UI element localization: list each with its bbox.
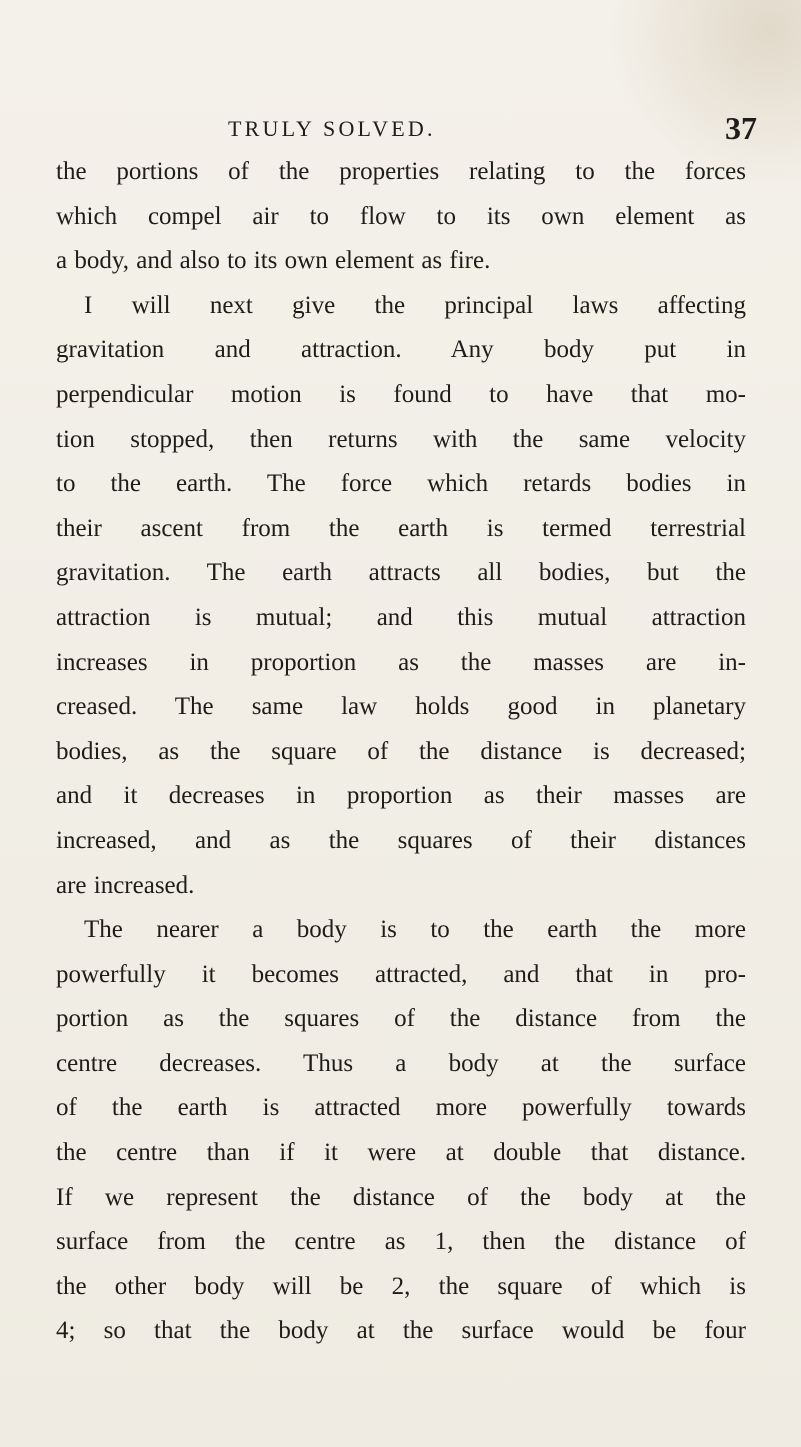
page-number: 37 <box>725 110 757 146</box>
text-line: bodies, as the square of the distance is decreased; <box>56 737 746 765</box>
text-line: portion as the squares of the distance from the <box>56 1005 746 1033</box>
text-line: and it decreases in proportion as their masses are <box>56 782 746 810</box>
body-text <box>56 150 746 1354</box>
text-line: to the earth. The force which retards bodies in <box>56 470 746 498</box>
text-line: gravitation and attraction. Any body put in <box>56 336 746 364</box>
text-line: creased. The same law holds good in planetary <box>56 693 746 721</box>
text-line: The nearer a body is to the earth the more <box>84 916 746 944</box>
text-line: I will next give the principal laws affecting <box>84 291 746 319</box>
text-line: perpendicular motion is found to have that mo- <box>56 380 746 408</box>
text-line: their ascent from the earth is termed terrestrial <box>56 514 746 542</box>
text-line: If we represent the distance of the body at the <box>56 1183 746 1211</box>
text-line: which compel air to flow to its own element as <box>56 202 746 230</box>
text-line: increases in proportion as the masses are in- <box>56 648 746 676</box>
text-line: of the earth is attracted more powerfully towards <box>56 1094 746 1122</box>
page-header <box>0 106 801 146</box>
text-line: 4; so that the body at the surface would be four <box>56 1317 746 1345</box>
running-title: TRULY SOLVED. <box>228 116 436 141</box>
text-line: tion stopped, then returns with the same velocity <box>56 425 746 453</box>
text-line: attraction is mutual; and this mutual attraction <box>56 603 746 631</box>
text-line: a body, and also to its own element as fire. <box>56 247 491 275</box>
text-line: centre decreases. Thus a body at the surface <box>56 1049 746 1077</box>
text-line: surface from the centre as 1, then the distance of <box>56 1228 746 1256</box>
text-line: are increased. <box>56 871 195 899</box>
text-line: the portions of the properties relating to the forces <box>56 158 746 185</box>
text-line: the centre than if it were at double that distance. <box>56 1139 746 1167</box>
text-line: increased, and as the squares of their distances <box>56 826 746 854</box>
text-line: powerfully it becomes attracted, and that in pro- <box>56 960 746 988</box>
text-line: gravitation. The earth attracts all bodies, but the <box>56 559 746 587</box>
text-line: the other body will be 2, the square of which is <box>56 1272 746 1300</box>
